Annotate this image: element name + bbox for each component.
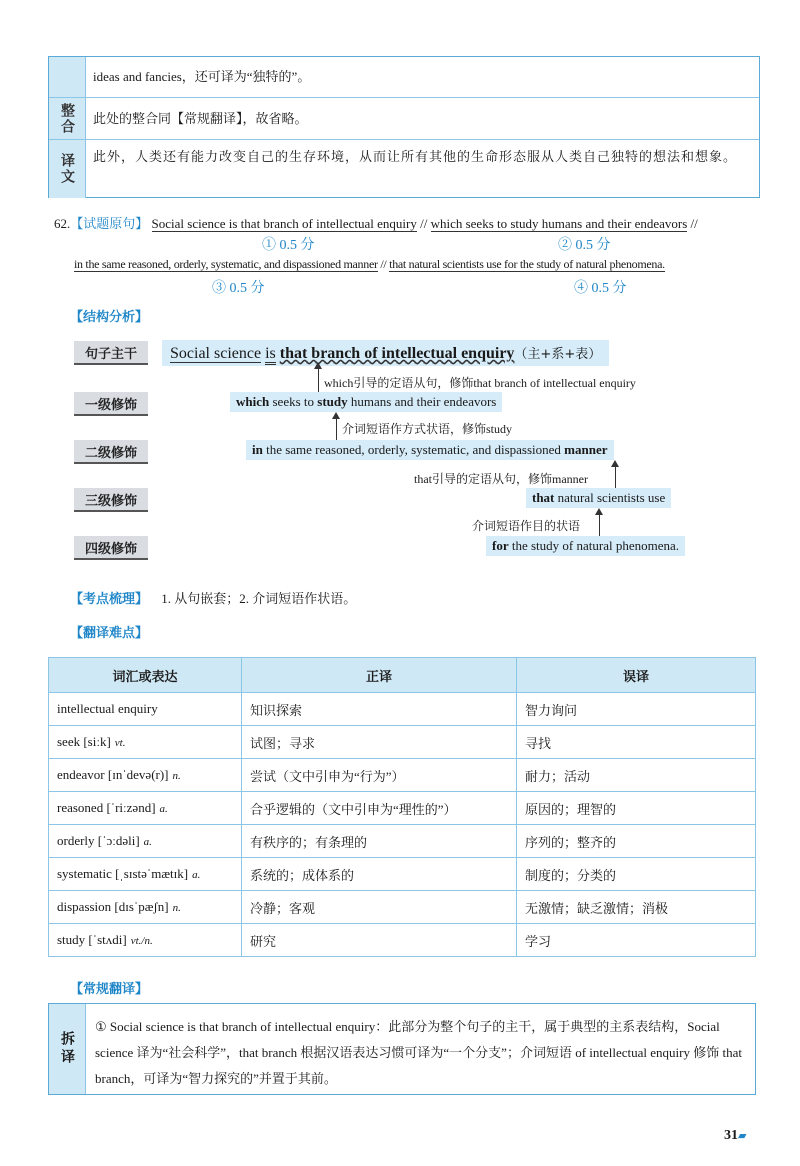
question-line-1 — [54, 213, 698, 232]
l1-text-1: seeks to — [269, 394, 318, 409]
cell-word — [49, 726, 242, 759]
part-of-speech: a. — [143, 836, 152, 848]
word-text: reasoned [ˈriːzənd] — [57, 800, 156, 815]
note-4: 介词短语作目的状语 — [472, 519, 581, 533]
cell-word — [49, 792, 242, 825]
regular-text: ① Social science is that branch of intellectual enquiry：此部分为整个句子的主干，属于典型的主系表结构，Social science 译为“社会科学”，that branch 根据汉语表达习惯可译为“一个分支”；介词短语 of intellectual enquiry 修饰 that branch，可译为“智力探究的”并置于其前。 — [95, 1019, 742, 1086]
part-of-speech: vt./n. — [130, 935, 153, 947]
key-points-line — [70, 588, 356, 607]
difficulties-header: 【翻译难点】 — [70, 626, 149, 641]
level2-phrase — [246, 440, 614, 460]
box-row-2 — [49, 97, 759, 140]
note-3: that引导的定语从句，修饰manner — [414, 472, 588, 486]
cell-wrong: 智力询问 — [517, 693, 756, 726]
cell-correct: 知识探索 — [242, 693, 517, 726]
l1-text-2: humans and their endeavors — [347, 394, 497, 409]
main-subject: Social science — [170, 345, 262, 362]
note-2: 介词短语作方式状语，修饰study — [342, 422, 513, 436]
cell-wrong: 寻找 — [517, 726, 756, 759]
cell-word — [49, 825, 242, 858]
separator: // — [690, 216, 698, 231]
level-main: 句子主干 — [74, 341, 148, 365]
keyword-which: which — [236, 394, 270, 409]
table-row — [49, 726, 756, 759]
question-number: 62. — [54, 216, 71, 231]
main-note: （主+系+表） — [514, 347, 602, 362]
cell-wrong: 序列的；整齐的 — [517, 825, 756, 858]
word-text: endeavor [ɪnˈdevə(r)] — [57, 767, 169, 782]
cell-correct: 试图；寻求 — [242, 726, 517, 759]
table-row — [49, 759, 756, 792]
arrow-up-icon — [615, 466, 616, 488]
row-label-translation: 译文 — [49, 140, 86, 198]
cell-correct: 研究 — [242, 924, 517, 957]
part-of-speech: n. — [172, 902, 181, 914]
table-header-row — [49, 658, 756, 693]
column-header: 正译 — [242, 658, 517, 693]
box-row-3 — [49, 139, 759, 198]
level-4: 四级修饰 — [74, 536, 148, 560]
cell-word — [49, 759, 242, 792]
arrow-up-icon — [599, 514, 600, 536]
page-number-text: 31 — [724, 1128, 738, 1143]
word-text: intellectual enquiry — [57, 701, 158, 716]
row1-text: ideas and fancies，还可译为“独特的”。 — [93, 69, 311, 84]
row3-text: 此外，人类还有能力改变自己的生存环境，从而让所有其他的生命形态服从人类自己独特的想法和想象。 — [93, 149, 738, 164]
table-row — [49, 825, 756, 858]
part-of-speech: vt. — [114, 737, 126, 749]
book-icon: ▰ — [738, 1130, 747, 1142]
level-2: 二级修饰 — [74, 440, 148, 464]
segment-1: Social science is that branch of intellectual enquiry — [151, 216, 417, 231]
part-of-speech: n. — [172, 770, 181, 782]
keyword-manner: manner — [564, 442, 608, 457]
l2-text-1: the same reasoned, orderly, systematic, and dispassioned — [262, 442, 565, 457]
row-label-integrate: 整合 — [49, 98, 86, 140]
cell-wrong: 无激情；缺乏激情；消极 — [517, 891, 756, 924]
word-text: dispassion [dɪsˈpæʃn] — [57, 899, 169, 914]
column-header: 误译 — [517, 658, 756, 693]
table-row — [49, 858, 756, 891]
cell-correct: 合乎逻辑的（文中引申为“理性的”） — [242, 792, 517, 825]
structure-header: 【结构分析】 — [70, 310, 149, 325]
table-row — [49, 924, 756, 957]
top-analysis-box — [48, 56, 760, 198]
points-1: ① 0.5 分 — [262, 238, 315, 253]
level-3: 三级修饰 — [74, 488, 148, 512]
column-header: 词汇或表达 — [49, 658, 242, 693]
cell-wrong: 耐力；活动 — [517, 759, 756, 792]
cell-correct: 尝试（文中引申为“行为”） — [242, 759, 517, 792]
keyword-that: that — [532, 490, 555, 505]
level-1: 一级修饰 — [74, 392, 148, 416]
page-number — [724, 1128, 746, 1144]
cell-correct: 有秩序的；有条理的 — [242, 825, 517, 858]
cell-wrong: 原因的；理智的 — [517, 792, 756, 825]
question-tag: 【试题原句】 — [70, 216, 149, 231]
regular-box — [48, 1003, 756, 1095]
separator: // — [420, 216, 428, 231]
table-row — [49, 891, 756, 924]
segment-2: which seeks to study humans and their endeavors — [430, 216, 688, 231]
part-of-speech: a. — [159, 803, 168, 815]
cell-word — [49, 891, 242, 924]
main-copula: is — [265, 345, 276, 365]
cell-correct: 冷静；客观 — [242, 891, 517, 924]
vocab-table — [48, 657, 756, 957]
note-1: which引导的定语从句，修饰that branch of intellectual enquiry — [324, 376, 636, 390]
cell-word — [49, 924, 242, 957]
cell-word — [49, 858, 242, 891]
arrow-up-icon — [336, 418, 337, 440]
cell-correct: 系统的；成体系的 — [242, 858, 517, 891]
word-text: seek [siːk] — [57, 734, 111, 749]
part-of-speech: a. — [192, 869, 201, 881]
question-line-2 — [74, 257, 665, 272]
word-text: systematic [ˌsɪstəˈmætɪk] — [57, 866, 189, 881]
table-row — [49, 693, 756, 726]
l4-text-1: the study of natural phenomena. — [508, 538, 680, 553]
regular-header: 【常规翻译】 — [70, 982, 149, 997]
key-points-text: 1. 从句嵌套；2. 介词短语作状语。 — [161, 591, 357, 606]
cell-word — [49, 693, 242, 726]
arrow-up-icon — [318, 368, 319, 392]
box-row-1 — [49, 57, 759, 97]
word-text: orderly [ˈɔːdəli] — [57, 833, 140, 848]
main-clause — [162, 340, 609, 366]
keyword-for: for — [492, 538, 509, 553]
points-2: ② 0.5 分 — [558, 238, 611, 253]
main-predicative: that branch of intellectual enquiry — [279, 345, 515, 362]
row2-text: 此处的整合同【常规翻译】，故省略。 — [93, 111, 308, 126]
keyword-in: in — [252, 442, 263, 457]
regular-label: 拆译 — [49, 1004, 86, 1094]
table-row — [49, 792, 756, 825]
row-label-blank — [49, 57, 86, 97]
keyword-study: study — [317, 394, 348, 409]
level4-phrase — [486, 536, 685, 556]
segment-3: in the same reasoned, orderly, systematic, and dispassioned manner — [74, 257, 378, 271]
word-text: study [ˈstʌdi] — [57, 932, 127, 947]
points-3: ③ 0.5 分 — [212, 281, 265, 296]
l3-text-1: natural scientists use — [554, 490, 666, 505]
cell-wrong: 制度的；分类的 — [517, 858, 756, 891]
cell-wrong: 学习 — [517, 924, 756, 957]
level1-phrase — [230, 392, 502, 412]
points-4: ④ 0.5 分 — [574, 281, 627, 296]
segment-4: that natural scientists use for the study of natural phenomena. — [389, 257, 665, 271]
separator: // — [380, 257, 387, 271]
key-points-header: 【考点梳理】 — [70, 592, 149, 607]
level3-phrase — [526, 488, 671, 508]
